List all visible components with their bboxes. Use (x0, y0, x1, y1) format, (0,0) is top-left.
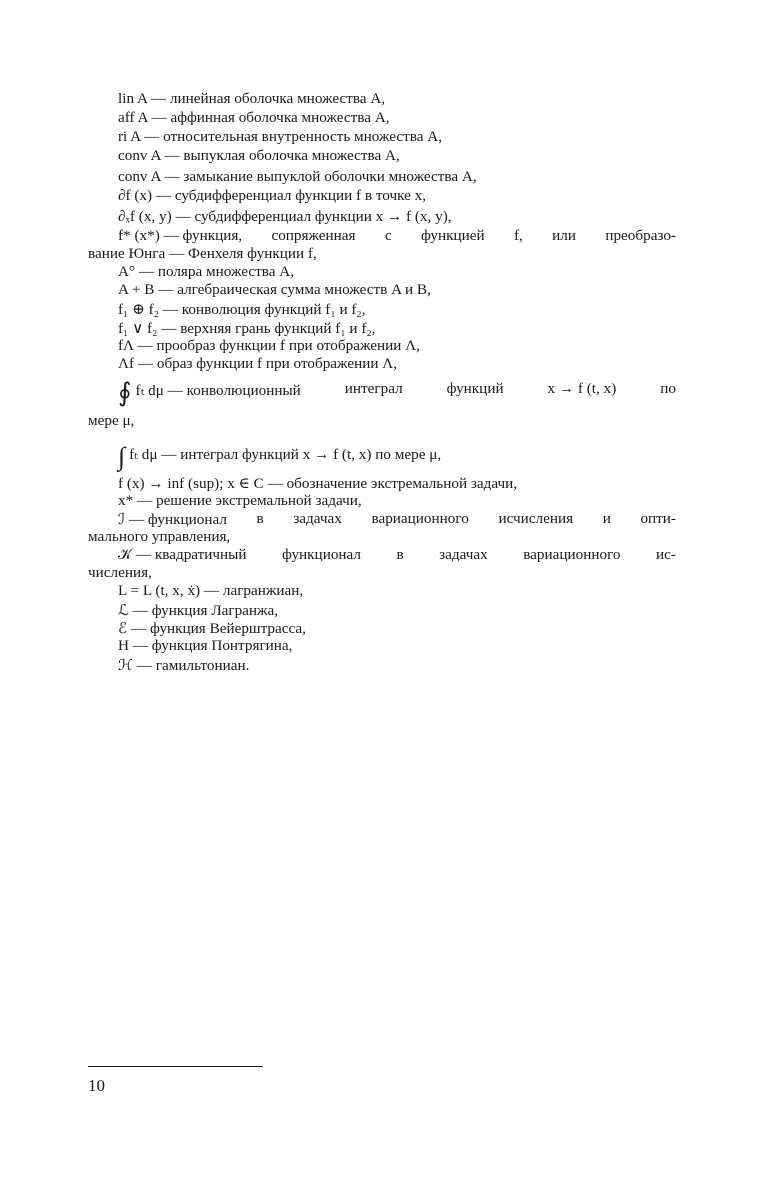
word: x → f (t, x) (547, 380, 617, 397)
word: исчисления (498, 510, 574, 527)
convolution-integral-icon: ∮ (118, 378, 132, 407)
notation-functional-cont: мального управления, (88, 528, 231, 545)
word: в (256, 510, 264, 527)
notation-partial-subdifferential: ∂ₓf (x, y) — субдифференциал функции x → f (x, y), (118, 208, 452, 225)
word: или (552, 227, 576, 244)
notation-closed-conv: conv A — замыкание выпуклой оболочки множества A, (118, 168, 477, 185)
word: 𝒦 — квадратичный (118, 546, 247, 563)
notation-upper-bound: f₁ ∨ f₂ — верхняя грань функций f₁ и f₂, (118, 320, 376, 337)
word: ℐ — функционал (118, 511, 227, 528)
notation-lagrange-function: ℒ — функция Лагранжа, (118, 602, 279, 619)
word: f* (x*) — функция, (118, 227, 243, 244)
word: и (602, 510, 611, 527)
notation-pontryagin-function: H — функция Понтрягина, (118, 637, 293, 654)
word: опти- (640, 510, 676, 527)
notation-ri: ri A — относительная внутренность множества A, (118, 128, 443, 145)
word: задачах (439, 546, 488, 563)
word: функцией (420, 227, 485, 244)
integral-icon: ∫ (118, 442, 126, 471)
notation-quadratic-functional-cont: числения, (88, 564, 152, 581)
page-number: 10 (88, 1076, 105, 1095)
word: вариационного (371, 510, 469, 527)
notation-extremal-problem: f (x) → inf (sup); x ∈ C — обозначение экстремальной задачи, (118, 475, 518, 492)
word: интеграл (344, 380, 403, 397)
notation-polar: A° — поляра множества A, (118, 263, 295, 280)
notation-convolution-integral-cont: мере μ, (88, 412, 135, 429)
notation-lagrangian: L = L (t, x, ẋ) — лагранжиан, (118, 582, 304, 599)
word: с (384, 227, 392, 244)
word: в (396, 546, 404, 563)
notation-hamiltonian: ℋ — гамильтониан. (118, 657, 250, 674)
notation-weierstrass-function: ℰ — функция Вейерштрасса, (118, 620, 306, 637)
notation-quadratic-functional (118, 546, 676, 564)
word: функционал (282, 546, 361, 563)
notation-conjugate-cont: вание Юнга — Фенхеля функции f, (88, 245, 317, 262)
notation-functional (118, 510, 676, 529)
notation-preimage: fΛ — прообраз функции f при отображении Λ, (118, 337, 420, 354)
word: по (660, 380, 676, 397)
word: вариационного (523, 546, 621, 563)
notation-conjugate (118, 227, 676, 245)
word: преобразо- (605, 227, 676, 244)
notation-lin: lin A — линейная оболочка множества A, (118, 90, 386, 107)
notation-sum: A + B — алгебраическая сумма множеств A и B, (118, 281, 431, 298)
word: f, (513, 227, 523, 244)
notation-subdifferential: ∂f (x) — субдифференциал функции f в точке x, (118, 187, 427, 204)
notation-conv: conv A — выпуклая оболочка множества A, (118, 147, 400, 164)
notation-aff: aff A — аффинная оболочка множества A, (118, 109, 390, 126)
word: сопряженная (271, 227, 356, 244)
notation-integral: ∫ fₜ dμ — интеграл функций x → f (t, x) по мере μ, (118, 442, 442, 471)
word: задачах (293, 510, 342, 527)
word: функций (446, 380, 504, 397)
footnote-rule (88, 1066, 263, 1067)
notation-convolution-integral (118, 380, 676, 406)
notation-image: Λf — образ функции f при отображении Λ, (118, 355, 398, 372)
word: fₜ dμ — конволюционный (135, 382, 301, 399)
notation-convolution: f₁ ⊕ f₂ — конволюция функций f₁ и f₂, (118, 301, 366, 318)
word: ис- (656, 546, 676, 563)
notation-solution: x* — решение экстремальной задачи, (118, 492, 362, 509)
